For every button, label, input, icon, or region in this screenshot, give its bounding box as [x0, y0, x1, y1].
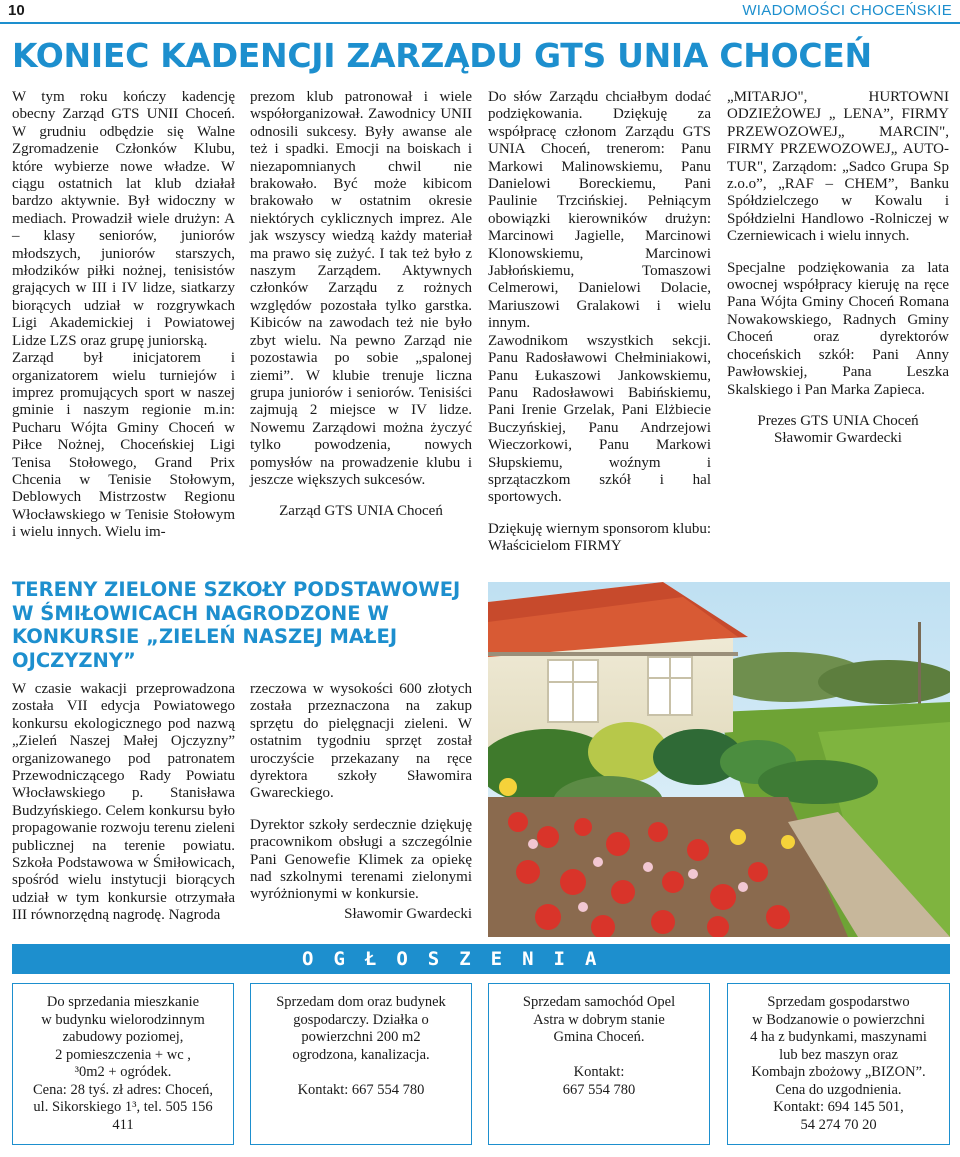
- article-paragraph: Zawodnikom wszystkich sekcji. Panu Radosławowi Chełminiakowi, Panu Łukaszowi Jankowskiemu, Panu Radosławowi Babińskiemu, Pani Irenie Grzelak, Pani Elżbiecie Buczyńskiej, Panu Andrzejowi Wieczorkowi, Panu Markowi Słupskiemu, woźnym i sprzątaczkom szkół i hal sportowych.: [488, 332, 711, 506]
- sub-article-paragraph: W czasie wakacji przeprowadzona została VII edycja Powiatowego konkursu ekologicznego pod nazwą „Zieleń Naszej Małej Ojczyzny” organizowanego pod patronatem Przewodniczącego Rady Powiatu Włocławskiego p. Stanisława Budzyńskiego. Celem konkursu było propagowanie rozwoju terenu zieleni publicznej na terenie powiatu. Szkoła Podstawowa w Śmiłowicach, spośród wielu instytucji biorących udział w tym konkursie otrzymała III równorzędną nagrodę. Nagroda: [12, 681, 235, 924]
- sub-article-title: TERENY ZIELONE SZKOŁY PODSTAWOWEJ W ŚMIŁOWICACH NAGRODZONE W KONKURSIE „ZIELEŃ NASZEJ MAŁEJ OJCZYZNY”: [12, 578, 461, 672]
- page-number: 10: [8, 2, 25, 19]
- announcement-line: Sprzedam dom oraz budynek: [276, 994, 446, 1010]
- article-signature-board: Zarząd GTS UNIA Choceń: [279, 503, 443, 520]
- article-paragraph: Specjalne podziękowania za lata owocnej współpracy kieruję na ręce Pana Wójta Gminy Choceń Romana Nowakowskiego, Radnych Gminy Choceń oraz dyrektorów choceńskich szkół: Pani Anny Pawłowskiej, Pana Leszka Skalskiego i Pan Marka Zapieca.: [727, 259, 949, 398]
- school-garden-photo: [488, 582, 950, 937]
- article-paragraph: W tym roku kończy kadencję obecny Zarząd GTS UNII Choceń. W grudniu odbędzie się Walne Zgromadzenie Członków Klubu, które wybierze nowe władze. W ciągu ostatnich lat klub działał bardzo aktywnie. Był widoczny w mediach. Prowadził wiele drużyn: A – klasy seniorów, juniorów młodszych, juniorów starszych, młodzików piłki nożnej, tenisistów grających w III i IV lidze, siatkarzy biorących udział w rozgrywkach Ligi Akademickiej i Powiatowej Lidze LZS oraz grupę juniorską.: [12, 89, 235, 349]
- announcement-car: [488, 983, 710, 1145]
- article-paragraph: prezom klub patronował i wiele współorganizował. Zawodnicy UNII odnosili sukcesy. Były awanse ale też i spadki. Emocji na boiskach i niezapomnianych chwil nie brakowało. Być może kibicom brakowało w ostatnim okresie niektórych cyklicznych imprez. Ale jak wszyscy wiedzą każdy materiał ma prawo się zużyć. I tak też było z naszym Zarządem. Aktywnych członków Zarządu z rożnych względów pozostała tylko garstka. Kibiców na zawodach też nie było zbyt wielu. Na pewno Zarząd nie pozostawia po sobie „spalonej ziemi”. W klubie trenuje liczna grupa juniorów i seniorów. Tenisiści zajmują 2 miejsce w IV lidze. Nowemu Zarządowi można życzyć tylko powodzenia, nowych pomysłów na prowadzenie klubu i jeszcze większych sukcesów.: [250, 89, 472, 488]
- announcement-line: ³0m2 + ogródek.: [74, 1064, 172, 1080]
- article-column-4: [727, 89, 949, 448]
- announcement-line: 411: [112, 1116, 134, 1133]
- announcement-line: Cena do uzgodnienia.: [775, 1081, 902, 1098]
- header-divider: [0, 22, 960, 24]
- announcement-line: ogrodzona, kanalizacja.: [292, 1046, 430, 1063]
- sub-article-paragraph: Dyrektor szkoły serdecznie dziękuję pracownikom obsługi a szczególnie Pani Genowefie Klimek za opiekę nad szkolnymi terenami zielonymi wyróżnionymi w konkursie.: [250, 816, 472, 903]
- article-column-1: [12, 89, 235, 542]
- announcement-house: [250, 983, 472, 1145]
- announcement-line: Do sprzedania mieszkanie: [46, 994, 200, 1010]
- sub-article-column-2: [250, 681, 472, 923]
- announcement-line: zabudowy poziomej,: [62, 1029, 184, 1045]
- announcement-line: powierzchni 200 m2: [301, 1029, 421, 1045]
- announcement-contact: Kontakt: 694 145 501,: [773, 1099, 904, 1115]
- article-paragraph: Zarząd był inicjatorem i organizatorem wielu turniejów i imprez promujących sport w naszej gminie i naszym regionie m.in: Pucharu Wójta Gminy Choceń w Piłce Nożnej, Choceńskiej Ligi Tenisa Stołowego, Grand Prix Chcenia w Tenisie Stołowym, Deblowych Mistrzostw Regionu Włocławskiego w Tenisie Stołowym i wielu innych. Wielu im-: [12, 350, 235, 541]
- announcement-line: 4 ha z budynkami, maszynami: [750, 1029, 927, 1045]
- announcement-line: Kombajn zbożowy „BIZON”.: [751, 1064, 926, 1080]
- announcement-line: Gmina Choceń.: [553, 1029, 645, 1045]
- announcement-line: Kontakt:: [573, 1064, 625, 1080]
- section-name: WIADOMOŚCI CHOCEŃSKIE: [742, 2, 952, 19]
- announcement-line: lub bez maszyn oraz: [779, 1046, 898, 1063]
- article-column-2: [250, 89, 472, 521]
- announcement-line: w budynku wielorodzinnym: [41, 1011, 205, 1028]
- announcement-line: gospodarczy. Działka o: [293, 1011, 429, 1028]
- announcements-header: OGŁOSZENIA: [12, 944, 950, 974]
- announcement-line: [497, 1047, 701, 1065]
- announcement-line: Sprzedam gospodarstwo: [767, 994, 910, 1010]
- sub-article-paragraph: rzeczowa w wysokości 600 złotych została przeznaczona na zakup sprzętu do pielęgnacji zieleni. W ostatnim tygodniu sprzęt został uroczyście przekazany na ręce dyrektora szkoły Sławomira Gwareckiego.: [250, 681, 472, 802]
- announcement-contact: 54 274 70 20: [800, 1116, 877, 1133]
- article-paragraph: „MITARJO", HURTOWNI ODZIEŻOWEJ „ LENA”, FIRMY PRZEWOZOWEJ„ MARCIN", FIRMY PRZEWOZOWEJ„ AUTO-TUR", Zarządom: „Sadco Grupa Sp z.o.o”, „RAF – CHEM”, Banku Spółdzielczego w Kowalu i Spółdzielni Handlowo -Rolniczej w Czerniewicach i wielu innych.: [727, 89, 949, 245]
- announcement-line: ul. Sikorskiego 1³, tel. 505 156: [33, 1099, 213, 1115]
- announcement-contact: Kontakt: 667 554 780: [297, 1081, 425, 1098]
- sub-article-column-1: [12, 681, 235, 925]
- article-paragraph: Do słów Zarządu chciałbym dodać podziękowania. Dziękuję za współpracę członom Zarządu GTS UNIA Choceń, trenerom: Panu Markowi Malinowskiemu, Panu Danielowi Boreckiemu, Pani Paulinie Trzcińskiej. Pełniącym obowiązki kierowników drużyn: Marcinowi Jagielle, Marcinowi Klonowskiemu, Marcinowi Jabłońskiemu, Tomaszowi Celmerowi, Danielowi Dolacie, Mariuszowi Gralakowi i wielu innym.: [488, 89, 711, 332]
- sub-article-signature: Sławomir Gwardecki: [344, 905, 472, 922]
- article-signature-president: Prezes GTS UNIA Choceń: [757, 412, 919, 429]
- announcement-line: 2 pomieszczenia + wc ,: [55, 1046, 191, 1063]
- announcement-line: Astra w dobrym stanie: [533, 1011, 665, 1028]
- announcement-flat: [12, 983, 234, 1145]
- announcement-line: Cena: 28 tyś. zł adres: Choceń,: [33, 1081, 213, 1098]
- announcement-line: Sprzedam samochód Opel: [522, 994, 676, 1010]
- announcement-line: w Bodzanowie o powierzchni: [752, 1011, 925, 1028]
- announcement-line: [259, 1064, 463, 1082]
- announcement-contact: 667 554 780: [562, 1081, 636, 1098]
- article-signature-name: Sławomir Gwardecki: [774, 430, 902, 447]
- article-paragraph: Dziękuję wiernym sponsorom klubu: Właścicielom FIRMY: [488, 520, 711, 555]
- article-title: KONIEC KADENCJI ZARZĄDU GTS UNIA CHOCEŃ: [12, 36, 872, 75]
- article-column-3: [488, 89, 711, 556]
- announcement-farm: [727, 983, 950, 1145]
